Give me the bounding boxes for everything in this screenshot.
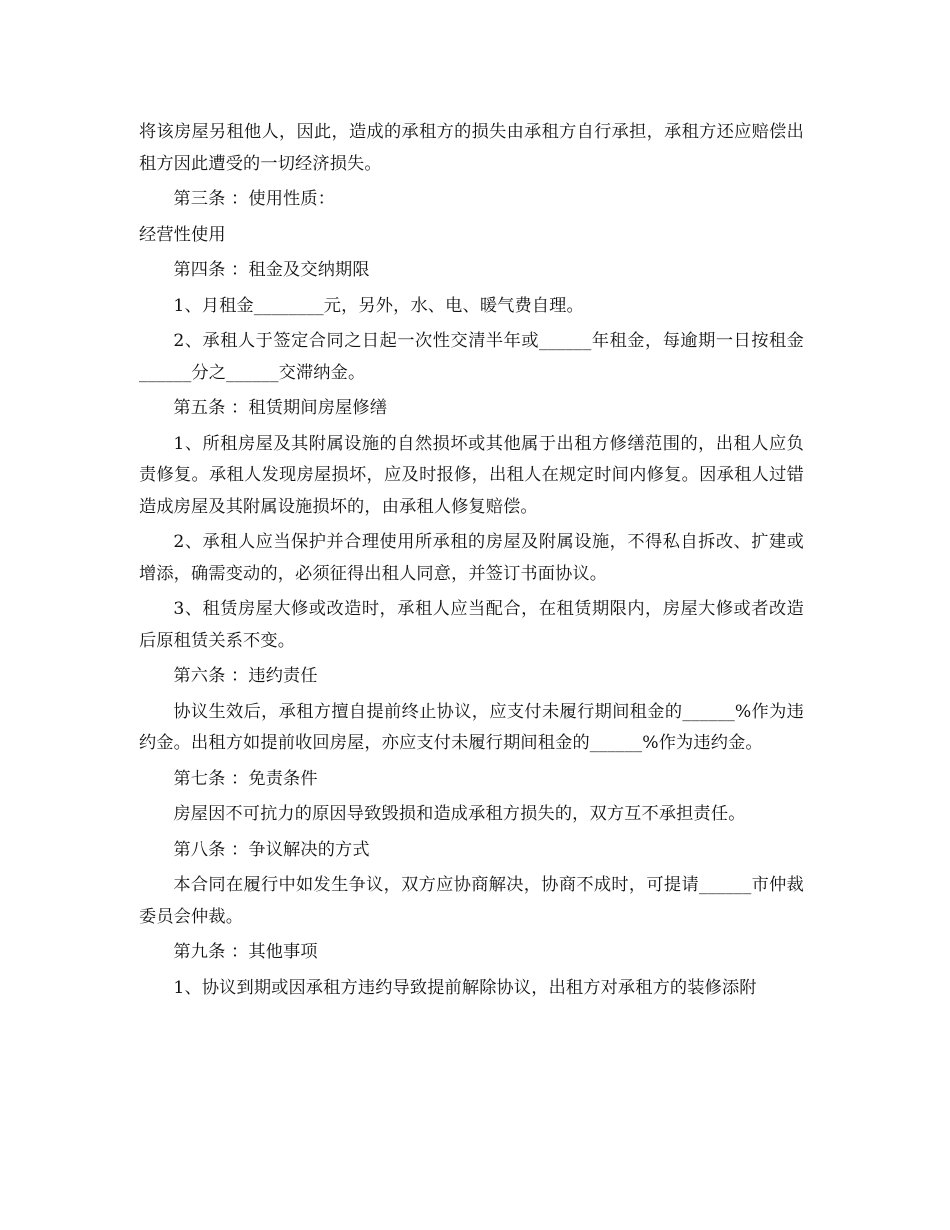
- article-7-body: 房屋因不可抗力的原因导致毁损和造成承租方损失的，双方互不承担责任。: [173, 804, 746, 824]
- article-4-item-2: 2、承租人于签定合同之日起一次性交清半年或______年租金，每逾期一日按租金______分之______交滞纳金。: [139, 331, 804, 383]
- article-5-item-3: 3、租赁房屋大修或改造时，承租人应当配合，在租赁期限内，房屋大修或者改造后原租赁关系不变。: [139, 599, 804, 651]
- article-3-heading: 第三条 ：使用性质：: [173, 189, 336, 209]
- document-body: [139, 117, 804, 1008]
- article-5-item-2: 2、承租人应当保护并合理使用所承租的房屋及附属设施，不得私自拆改、扩建或增添，确需变动的，必须征得出租人同意，并签订书面协议。: [139, 532, 804, 584]
- article-7-heading: 第七条 ：免责条件: [173, 768, 318, 789]
- article-9-heading: 第九条 ：其他事项: [173, 942, 318, 962]
- article-5-item-1: 1、所租房屋及其附属设施的自然损坏或其他属于出租方修缮范围的，出租人应负责修复。承租人发现房屋损坏，应及时报修，出租人在规定时间内修复。因承租人过错造成房屋及其附属设施损坏的，由承租人修复赔偿。: [139, 433, 804, 517]
- article-8-body: 本合同在履行中如发生争议，双方应协商解决，协商不成时，可提请______市仲裁委员会仲裁。: [139, 875, 804, 927]
- article-3-body: 经营性使用: [139, 224, 226, 245]
- article-6-body: 协议生效后，承租方擅自提前终止协议，应支付未履行期间租金的______%作为违约金。出租方如提前收回房屋，亦应支付未履行期间租金的______%作为违约金。: [139, 701, 804, 753]
- article-9-item-1: 1、协议到期或因承租方违约导致提前解除协议，出租方对承租方的装修添附: [173, 977, 757, 998]
- article-6-heading: 第六条 ：违约责任: [173, 666, 318, 686]
- article-5-heading: 第五条 ：租赁期间房屋修缮: [173, 398, 388, 418]
- paragraph-continuation: 将该房屋另租他人，因此，造成的承租方的损失由承租方自行承担，承租方还应赔偿出租方因此遭受的一切经济损失。: [139, 122, 804, 174]
- article-4-heading: 第四条 ：租金及交纳期限: [173, 260, 370, 280]
- article-4-item-1: 1、月租金________元，另外，水、电、暖气费自理。: [173, 295, 584, 316]
- article-8-heading: 第八条 ：争议解决的方式: [173, 839, 370, 860]
